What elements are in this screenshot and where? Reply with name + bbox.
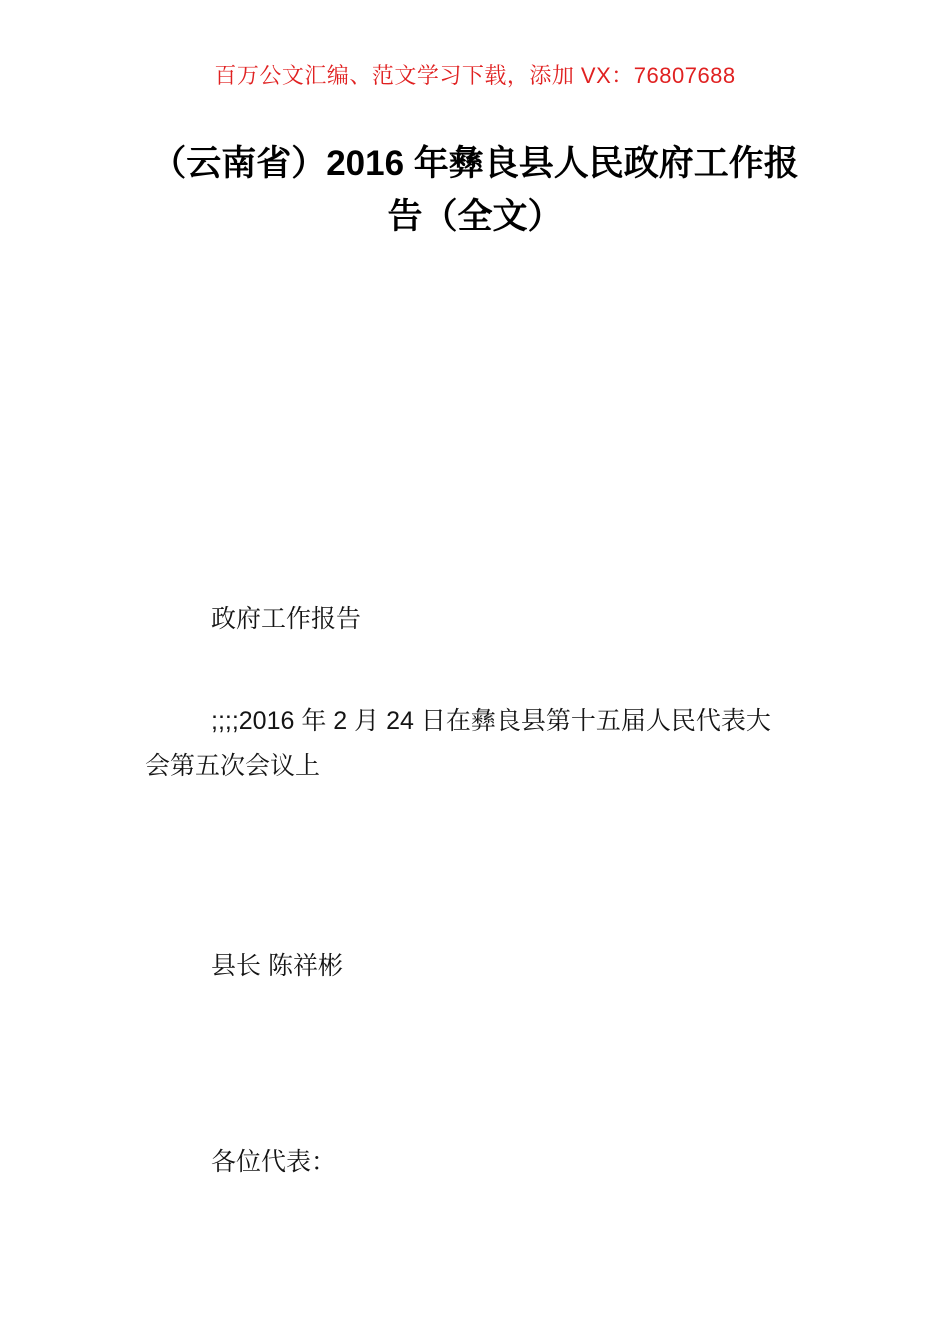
paragraph-county-magistrate: 县长 陈祥彬 [211, 952, 343, 980]
document-title [0, 137, 950, 243]
meeting-info-line-1: ;;;;2016 年 2 月 24 日在彝良县第十五届人民代表大 [211, 707, 771, 735]
document-title-line-2: 告（全文） [387, 197, 563, 236]
paragraph-report-heading: 政府工作报告 [211, 605, 362, 633]
paragraph-salutation: 各位代表： [211, 1148, 337, 1176]
meeting-info-line-2: 会第五次会议上 [145, 752, 321, 780]
paragraph-meeting-info [145, 699, 825, 789]
promo-header-text: 百万公文汇编、范文学习下载，添加 VX：76807688 [214, 63, 736, 88]
document-title-line-1: （云南省）2016 年彝良县人民政府工作报 [151, 144, 799, 183]
